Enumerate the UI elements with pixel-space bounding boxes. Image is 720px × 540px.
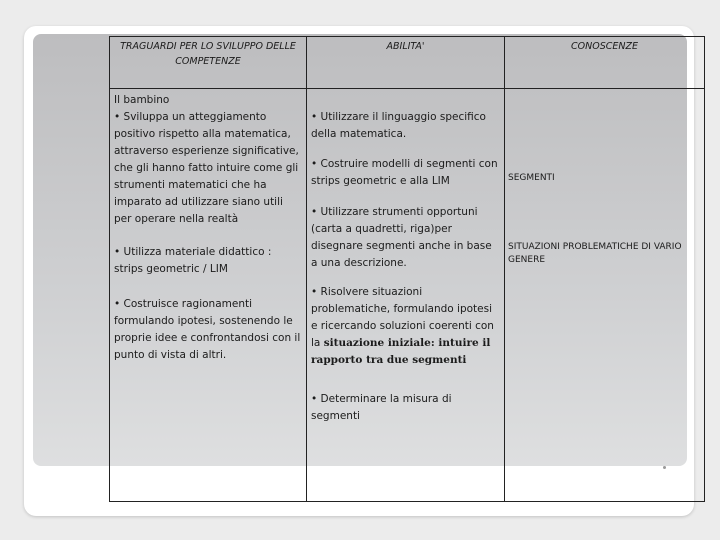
traguardi-item-1: • Sviluppa un atteggiamento positivo rispetto alla matematica, attraverso esperienze significative, che gli hanno fatto intuire come gli strumenti matematici che ha imparato ad utilizzare siano utili per operare nella realtà [114,111,299,225]
header-traguardi: TRAGUARDI PER LO SVILUPPO DELLE COMPETENZE [110,37,307,89]
abilita-item-4-text: • Risolvere situazioni problematiche, formulando ipotesi e ricercando soluzioni coerenti con la [311,286,494,349]
conoscenze-cell [505,89,705,502]
abilita-item-1: • Utilizzare il linguaggio specifico della matematica. [311,111,486,140]
header-abilita: ABILITA' [307,37,505,89]
abilita-item-3: • Utilizzare strumenti opportuni (carta a quadretti, riga)per disegnare segmenti anche in base a una descrizione. [311,206,492,269]
content-row [110,89,705,502]
abilita-item-2: • Costruire modelli di segmenti con strips geometric e alla LIM [311,158,498,187]
abilita-item-4-bold: situazione iniziale: intuire il rapporto tra due segmenti [311,337,491,366]
traguardi-cell [110,89,307,502]
header-row [110,37,705,89]
abilita-item-4 [311,284,500,369]
header-conoscenze: CONOSCENZE [505,37,705,89]
abilita-item-5: • Determinare la misura di segmenti [311,393,452,422]
conoscenze-item-2: SITUAZIONI PROBLEMATICHE DI VARIO GENERE [508,242,682,265]
traguardi-item-2: • Utilizza materiale didattico : strips geometric / LIM [114,246,272,275]
abilita-cell [307,89,505,502]
conoscenze-item-1: SEGMENTI [508,173,555,183]
curriculum-table [109,36,705,502]
traguardi-item-3: • Costruisce ragionamenti formulando ipotesi, sostenendo le proprie idee e confrontandosi con il punto di vista di altri. [114,298,301,361]
traguardi-intro: Il bambino [114,94,170,106]
